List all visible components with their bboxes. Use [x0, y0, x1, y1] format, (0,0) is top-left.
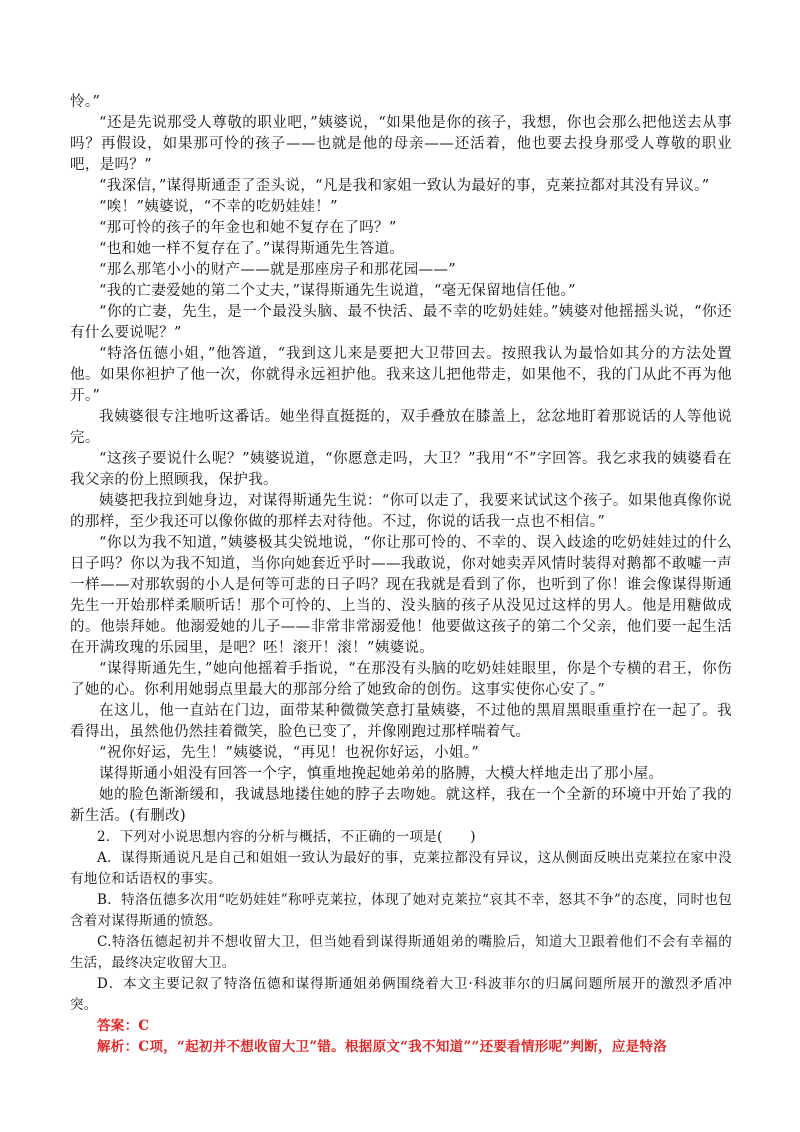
story-paragraph-16: “祝你好运，先生！”姨婆说，“再见！也祝你好运，小姐。”	[99, 745, 480, 761]
story-paragraph-9: “特洛伍德小姐，”他答道，“我到这儿来是要把大卫带回去。按照我认为最恰如其分的方法处置他。如果你袒护了他一次，你就得永远袒护他。我来这儿把他带走，如果他不，我的门从此不再为他开。”	[70, 346, 732, 404]
story-paragraph-0: 怜。”	[70, 94, 101, 110]
option-d: D．本文主要记叙了特洛伍德和谋得斯通姐弟俩围绕着大卫·科波菲尔的归属问题所展开的激烈矛盾冲突。	[70, 976, 732, 1013]
story-paragraph-1: “还是先说那受人尊敬的职业吧，”姨婆说，“如果他是你的孩子，我想，你也会那么把他送去从事吗？再假设，如果那可怜的孩子——也就是他的母亲——还活着，他也要去投身那受人尊敬的职业吧，是吗？”	[70, 115, 732, 173]
option-b: B．特洛伍德多次用“吃奶娃娃”称呼克莱拉，体现了她对克莱拉“哀其不幸，怒其不争”的态度，同时也包含着对谋得斯通的愤怒。	[70, 892, 732, 929]
story-paragraph-3: “唉！”姨婆说，“不幸的吃奶娃娃！”	[99, 199, 338, 215]
story-paragraph-4: “那可怜的孩子的年金也和她不复存在了吗？”	[99, 220, 397, 236]
story-paragraph-13: “你以为我不知道，”姨婆极其尖锐地说，“你让那可怜的、不幸的、误入歧途的吃奶娃娃过的什么日子吗？你以为我不知道，当你向她套近乎时——我敢说，你对她卖弄风情时装得对鹅都不敢嘘一声一样——对那软弱的小人是何等可悲的日子吗？现在我就是看到了你，也听到了你！谁会像谋得斯通先生一开始那样柔顺听话！那个可怜的、上当的、没头脑的孩子从没见过这样的男人。他是用糖做成的。他崇拜她。他溺爱她的儿子——非常非常溺爱他！他要做这孩子的第二个父亲，他们要一起生活在开满玫瑰的乐园里，是吧？呸！滚开！滚！”姨婆说。	[70, 535, 732, 656]
question-stem: 2．下列对小说思想内容的分析与概括，不正确的一项是( )	[97, 829, 476, 845]
story-paragraph-15: 在这儿，他一直站在门边，面带某种微微笑意打量姨婆，不过他的黑眉黑眼重重拧在一起了。我看得出，虽然他仍然挂着微笑，脸色已变了，并像刚跑过那样喘着气。	[70, 703, 732, 740]
story-paragraph-14: “谋得斯通先生，”她向他摇着手指说，“在那没有头脑的吃奶娃娃眼里，你是个专横的君王，你伤了她的心。你利用她弱点里最大的那部分给了她致命的创伤。这事实使你心安了。”	[70, 661, 732, 698]
story-paragraph-10: 我姨婆很专注地听这番话。她坐得直挺挺的，双手叠放在膝盖上，忿忿地盯着那说话的人等他说完。	[70, 409, 732, 446]
analysis-line: 解析：C项，“起初并不想收留大卫”错。根据原文“我不知道”“还要看情形呢”判断，应是特洛	[97, 1039, 668, 1055]
answer-line: 答案：C	[97, 1018, 150, 1034]
document-page	[70, 92, 732, 1058]
story-paragraph-6: “那么那笔小小的财产——就是那座房子和那花园——”	[99, 262, 457, 278]
story-paragraph-17: 谋得斯通小姐没有回答一个字，慎重地挽起她弟弟的胳膊，大模大样地走出了那小屋。	[99, 766, 664, 782]
story-paragraph-11: “这孩子要说什么呢？”姨婆说道，“你愿意走吗，大卫？”我用“不”字回答。我乞求我的姨婆看在我父亲的份上照顾我，保护我。	[70, 451, 732, 488]
story-paragraph-5: “也和她一样不复存在了。”谋得斯通先生答道。	[99, 241, 405, 257]
story-paragraph-18: 她的脸色渐渐缓和，我诚恳地搂住她的脖子去吻她。就这样，我在一个全新的环境中开始了我的新生活。(有删改)	[70, 787, 732, 824]
story-paragraph-8: “你的亡妻，先生，是一个最没头脑、最不快活、最不幸的吃奶娃娃。”姨婆对他摇摇头说，“你还有什么要说呢？”	[70, 304, 732, 341]
story-paragraph-12: 姨婆把我拉到她身边，对谋得斯通先生说：“你可以走了，我要来试试这个孩子。如果他真像你说的那样，至少我还可以像你做的那样去对待他。不过，你说的话我一点也不相信。”	[70, 493, 732, 530]
option-a: A．谋得斯通说凡是自己和姐姐一致认为最好的事，克莱拉都没有异议，这从侧面反映出克莱拉在家中没有地位和话语权的事实。	[70, 850, 732, 887]
option-c: C.特洛伍德起初并不想收留大卫，但当她看到谋得斯通姐弟的嘴脸后，知道大卫跟着他们不会有幸福的生活，最终决定收留大卫。	[70, 934, 732, 971]
story-paragraph-7: “我的亡妻爱她的第二个丈夫，”谋得斯通先生说道，“毫无保留地信任他。”	[99, 283, 576, 299]
story-paragraph-2: “我深信，”谋得斯通歪了歪头说，“凡是我和家姐一致认为最好的事，克莱拉都对其没有异议。”	[99, 178, 710, 194]
